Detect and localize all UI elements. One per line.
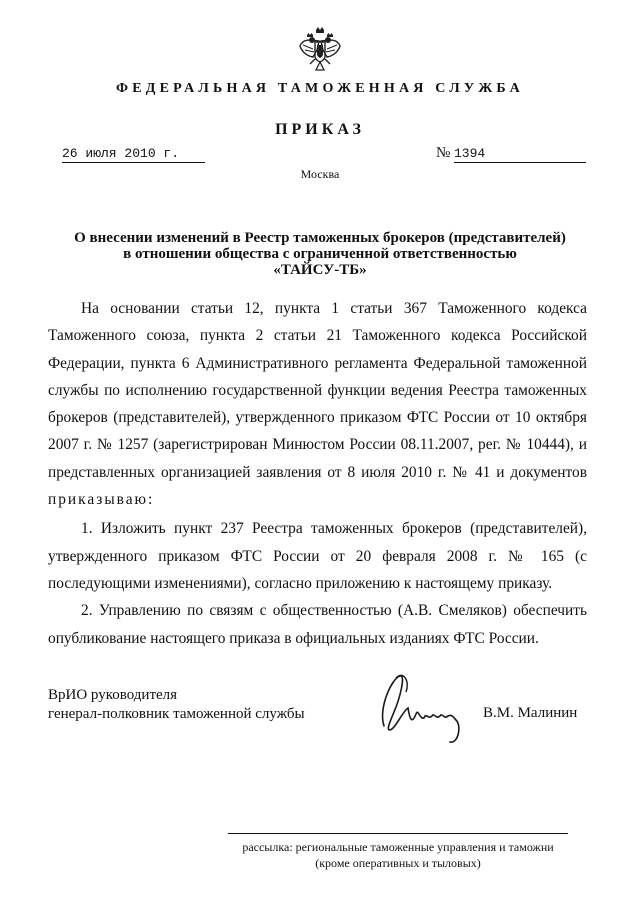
order-date: 26 июля 2010 г. <box>62 146 205 163</box>
title-line-1: О внесении изменений в Реестр таможенных брокеров (представителей) <box>74 230 566 246</box>
title-line-2: в отношении общества с ограниченной ответственностью <box>123 246 517 262</box>
signer-name: В.М. Малинин <box>483 705 578 721</box>
order-body <box>48 295 587 652</box>
agency-name: ФЕДЕРАЛЬНАЯ ТАМОЖЕННАЯ СЛУЖБА <box>116 81 524 96</box>
order-number-label: № <box>436 145 451 161</box>
order-number: 1394 <box>454 146 586 163</box>
clause-2-paragraph: 2. Управлению по связям с общественностью (А.В. Смеляков) обеспечить опубликование настоящего приказа в официальных изданиях ФТС России. <box>48 602 587 647</box>
order-city: Москва <box>300 167 340 181</box>
signer-position-line-1: ВрИО руководителя <box>48 687 178 703</box>
document-type-heading: ПРИКАЗ <box>275 121 365 138</box>
preamble-text: На основании статьи 12, пункта 1 статьи 367 Таможенного кодекса Таможенного союза, пункта 2 статьи 21 Таможенного кодекса Российской Федерации, пункта 6 Административного регламента Федеральной таможенной службы по исполнению государственной функции ведения Реестра таможенных брокеров (представителей), утвержденного приказом ФТС России от 10 октября 2007 г. № 1257 (зарегистрирован Минюстом России 08.11.2007, рег. № 10444), и представленных организацией заявления от 8 июля 2010 г. № 41 и документов <box>48 300 587 481</box>
signer-position <box>48 686 305 724</box>
distribution-divider <box>228 833 568 834</box>
signer-position-line-2: генерал-полковник таможенной службы <box>48 706 305 722</box>
distribution-line-2: (кроме оперативных и тыловых) <box>315 856 481 870</box>
distribution-line-1: рассылка: региональные таможенные управления и таможни <box>242 840 554 854</box>
handwritten-signature-icon <box>370 668 480 758</box>
clause-1-paragraph: 1. Изложить пункт 237 Реестра таможенных брокеров (представителей), утвержденного приказом ФТС России от 20 февраля 2008 г. № 165 (с последующими изменениями), согласно приложению к настоящему приказу. <box>48 520 587 592</box>
order-keyword: приказываю: <box>48 491 155 509</box>
distribution-list <box>228 839 568 871</box>
title-line-3: «ТАЙСУ-ТБ» <box>273 262 367 278</box>
double-headed-eagle-emblem-icon <box>299 26 341 72</box>
preamble-paragraph <box>48 295 587 513</box>
order-title <box>60 230 580 278</box>
